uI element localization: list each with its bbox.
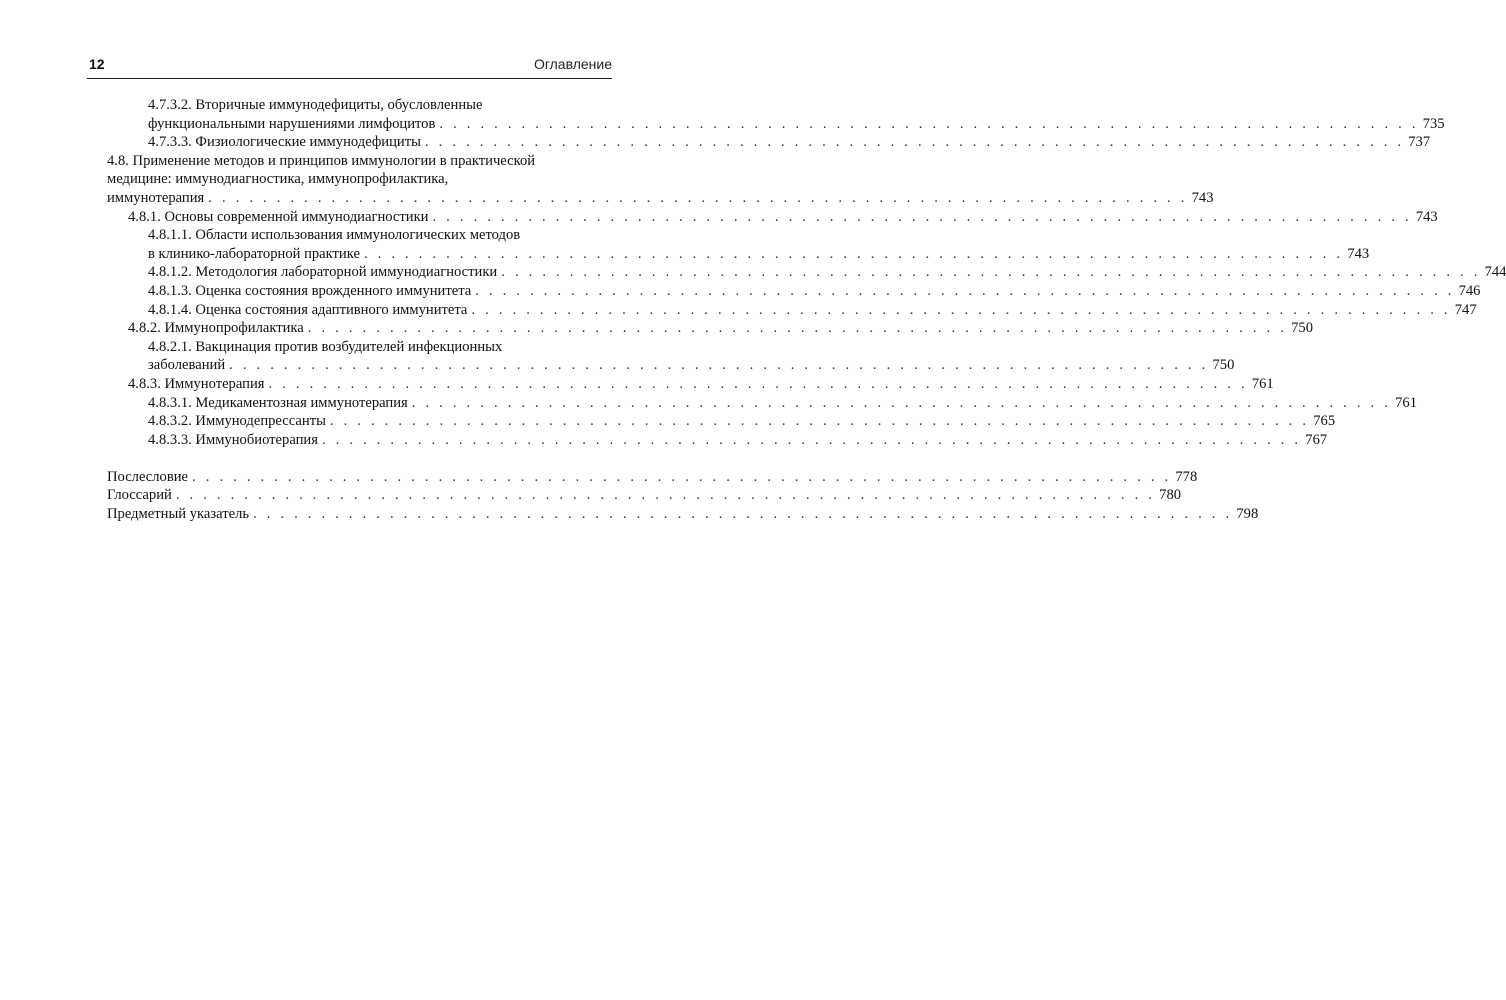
toc-entry-title: 4.8.3.1. Медикаментозная иммунотерапия [148, 394, 408, 411]
toc-entry [107, 356, 1235, 375]
dot-leader: . . . . . . . . . . . . . . . . . . . . . . . . . . . . . . . . . . . . . . . . . . . . . . . . . . . . . . . . . . . . . . . . . . . . . . . . [501, 264, 1481, 281]
toc-entry-title: 4.8. Применение методов и принципов иммунологии в практической [107, 152, 536, 169]
toc-entry [107, 189, 1214, 208]
dot-leader: . . . . . . . . . . . . . . . . . . . . . . . . . . . . . . . . . . . . . . . . . . . . . . . . . . . . . . . . . . . . . . . . . . . . . . . . [321, 431, 1302, 448]
toc-entry [107, 133, 1431, 152]
toc-entry-page: 761 [1251, 375, 1274, 392]
toc-entry-page: 737 [1408, 134, 1431, 151]
page-number: 12 [89, 56, 105, 72]
toc-entry-title: 4.8.1.4. Оценка состояния адаптивного иммунитета [148, 301, 468, 318]
toc-entry-title: 4.7.3.3. Физиологические иммунодефициты [148, 134, 421, 151]
toc-entry [107, 468, 1198, 487]
toc-entry-page: 746 [1458, 282, 1481, 299]
toc-entry-title: 4.8.3. Иммунотерапия [128, 375, 265, 392]
toc-entry-title: Глоссарий [107, 487, 172, 504]
toc-entry-title: заболеваний [148, 357, 226, 374]
dot-leader: . . . . . . . . . . . . . . . . . . . . . . . . . . . . . . . . . . . . . . . . . . . . . . . . . . . . . . . . . . . . . . . . . . . . . . . . [424, 134, 1405, 151]
toc-entry-title: 4.8.1. Основы современной иммунодиагностики [128, 208, 429, 225]
dot-leader: . . . . . . . . . . . . . . . . . . . . . . . . . . . . . . . . . . . . . . . . . . . . . . . . . . . . . . . . . . . . . . . . . . . . . . . . [363, 245, 1344, 262]
toc-entry-title: иммунотерапия [107, 189, 205, 206]
toc-entry [107, 96, 612, 115]
toc-entry [107, 375, 1274, 394]
dot-leader: . . . . . . . . . . . . . . . . . . . . . . . . . . . . . . . . . . . . . . . . . . . . . . . . . . . . . . . . . . . . . . . . . . . . . . . . [439, 115, 1419, 132]
toc-entry-title: функциональными нарушениями лимфоцитов [148, 115, 436, 132]
toc-entry [107, 505, 1259, 524]
toc-entry [107, 338, 612, 357]
toc-entry [107, 263, 1506, 282]
running-title: Оглавление [533, 56, 612, 72]
toc-entry-page: 761 [1395, 394, 1417, 411]
toc-entry-title: 4.8.1.3. Оценка состояния врожденного иммунитета [148, 282, 472, 299]
dot-leader: . . . . . . . . . . . . . . . . . . . . . . . . . . . . . . . . . . . . . . . . . . . . . . . . . . . . . . . . . . . . . . . . . . . . . . . . [411, 394, 1392, 411]
toc-entry-page: 750 [1291, 320, 1313, 337]
toc-entry-page: 735 [1422, 115, 1445, 132]
dot-leader: . . . . . . . . . . . . . . . . . . . . . . . . . . . . . . . . . . . . . . . . . . . . . . . . . . . . . . . . . . . . . . . . . . . . . . . . [253, 506, 1233, 523]
toc-entry [107, 486, 1182, 505]
dot-leader: . . . . . . . . . . . . . . . . . . . . . . . . . . . . . . . . . . . . . . . . . . . . . . . . . . . . . . . . . . . . . . . . . . . . . . . . [471, 301, 1451, 318]
toc-entry-title: Послесловие [107, 468, 189, 485]
toc-entry-title: 4.8.3.2. Иммунодепрессанты [148, 413, 326, 430]
toc-entry [107, 412, 1336, 431]
toc-entry-page: 747 [1454, 301, 1477, 318]
toc-entry [107, 301, 1477, 320]
dot-leader: . . . . . . . . . . . . . . . . . . . . . . . . . . . . . . . . . . . . . . . . . . . . . . . . . . . . . . . . . . . . . . . . . . . . . . . . [307, 320, 1288, 337]
toc-entry-page: 743 [1415, 208, 1438, 225]
dot-leader: . . . . . . . . . . . . . . . . . . . . . . . . . . . . . . . . . . . . . . . . . . . . . . . . . . . . . . . . . . . . . . . . . . . . . . . . [432, 208, 1412, 225]
toc-entry-page: 765 [1313, 413, 1336, 430]
toc-entry-title: медицине: иммунодиагностика, иммунопрофилактика, [107, 171, 449, 188]
toc-entry-title: 4.8.2. Иммунопрофилактика [128, 320, 304, 337]
toc-entry [107, 226, 612, 245]
dot-leader: . . . . . . . . . . . . . . . . . . . . . . . . . . . . . . . . . . . . . . . . . . . . . . . . . . . . . . . . . . . . . . . . . . . . . . . . [329, 413, 1310, 430]
toc-entry-page: 744 [1484, 264, 1506, 281]
toc-entry-page: 778 [1175, 468, 1198, 485]
toc-entry-page: 750 [1212, 357, 1235, 374]
toc-entry [107, 282, 1481, 301]
running-header [87, 56, 612, 79]
toc-entry-title: 4.7.3.2. Вторичные иммунодефициты, обусловленные [148, 97, 483, 113]
toc-entry [107, 115, 1445, 134]
toc-entry-title: 4.8.1.1. Области использования иммунологических методов [148, 227, 521, 244]
toc-entry-page: 767 [1305, 431, 1328, 448]
toc-entry-title: 4.8.2.1. Вакцинация против возбудителей инфекционных [148, 338, 503, 355]
dot-leader: . . . . . . . . . . . . . . . . . . . . . . . . . . . . . . . . . . . . . . . . . . . . . . . . . . . . . . . . . . . . . . . . . . . . . . . . [229, 357, 1209, 374]
toc-entry-title: 4.8.1.2. Методология лабораторной иммунодиагностики [148, 264, 498, 281]
toc-entry-title: в клинико-лабораторной практике [148, 245, 360, 262]
toc-entry-title: Предметный указатель [107, 506, 250, 523]
toc-entry-page: 743 [1347, 245, 1370, 262]
toc-entry-title: 4.8.3.3. Иммунобиотерапия [148, 431, 318, 448]
toc-entry [107, 431, 1328, 450]
toc-entry-page: 798 [1236, 506, 1259, 523]
dot-leader: . . . . . . . . . . . . . . . . . . . . . . . . . . . . . . . . . . . . . . . . . . . . . . . . . . . . . . . . . . . . . . . . . . . . . . . . [475, 282, 1455, 299]
dot-leader: . . . . . . . . . . . . . . . . . . . . . . . . . . . . . . . . . . . . . . . . . . . . . . . . . . . . . . . . . . . . . . . . . . . . . . . . [192, 468, 1172, 485]
table-of-contents [107, 96, 1506, 524]
toc-entry-page: 743 [1191, 189, 1214, 206]
toc-entry [107, 170, 612, 189]
toc-spacer [107, 449, 612, 468]
toc-entry [107, 319, 1313, 338]
toc-entry-page: 780 [1159, 487, 1182, 504]
dot-leader: . . . . . . . . . . . . . . . . . . . . . . . . . . . . . . . . . . . . . . . . . . . . . . . . . . . . . . . . . . . . . . . . . . . . . . . . [268, 375, 1248, 392]
toc-entry [107, 152, 612, 171]
toc-entry [107, 208, 1438, 227]
toc-entry [107, 245, 1370, 264]
toc-entry [107, 394, 1417, 413]
dot-leader: . . . . . . . . . . . . . . . . . . . . . . . . . . . . . . . . . . . . . . . . . . . . . . . . . . . . . . . . . . . . . . . . . . . . . . . . [208, 189, 1188, 206]
dot-leader: . . . . . . . . . . . . . . . . . . . . . . . . . . . . . . . . . . . . . . . . . . . . . . . . . . . . . . . . . . . . . . . . . . . . . . . . [175, 487, 1156, 504]
